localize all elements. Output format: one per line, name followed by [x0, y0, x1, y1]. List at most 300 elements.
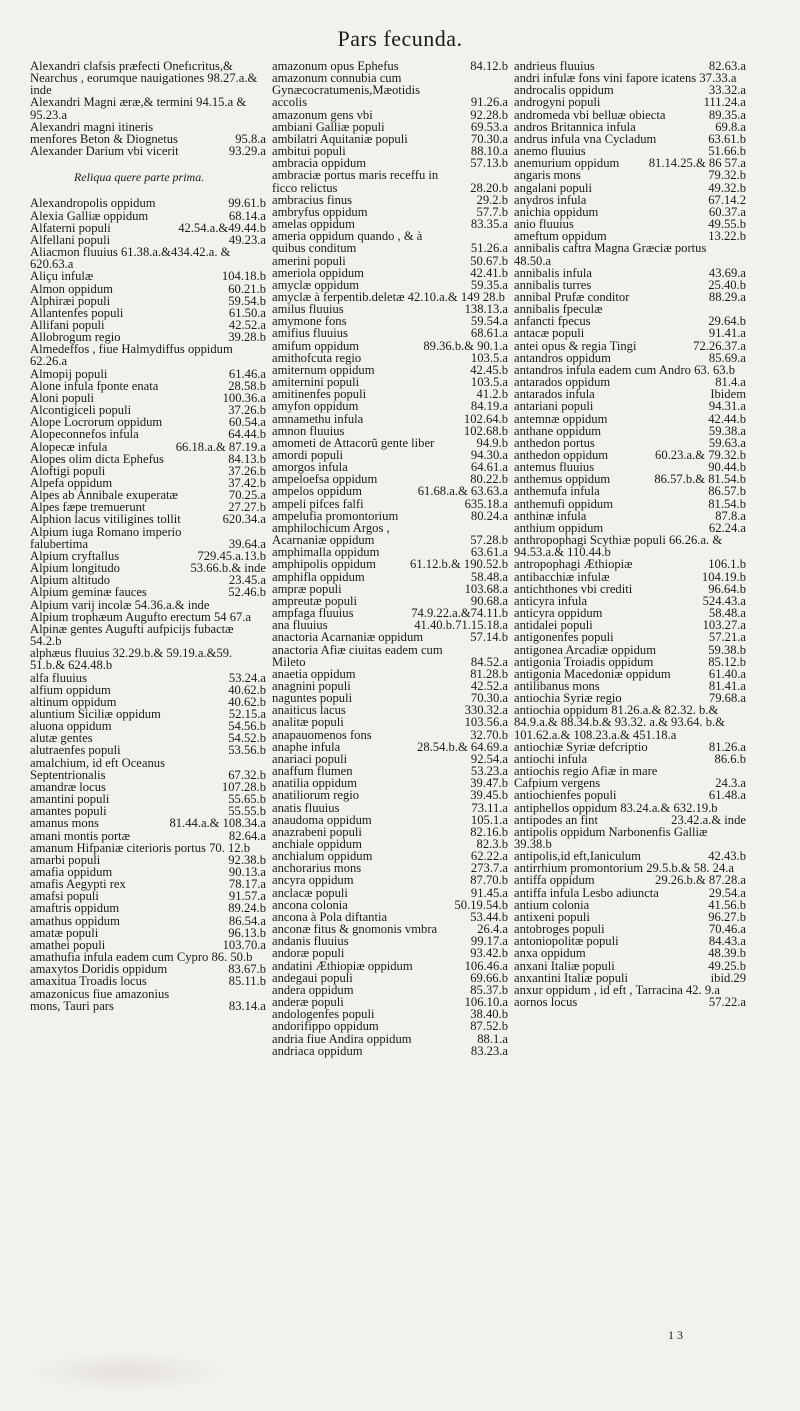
entry-term: Alexander Darium vbi vicerit	[30, 144, 179, 159]
index-entry	[30, 526, 266, 550]
entry-term: antandros oppidum	[514, 350, 611, 365]
index-entry	[514, 182, 746, 194]
entry-reference: 88.29.a	[708, 289, 746, 304]
entry-reference: 83.14.a	[228, 998, 266, 1013]
index-entry	[272, 400, 508, 412]
entry-reference: 29.64.b	[708, 314, 746, 329]
index-entry	[30, 684, 266, 696]
entry-term: antiochis regio Afiæ in mare Cafpium vergens	[514, 764, 658, 791]
entry-term: amafia oppidum	[30, 865, 113, 879]
entry-term: antiochi infula	[514, 751, 588, 766]
index-entry	[514, 400, 746, 412]
entry-term: anydros infula	[514, 192, 587, 207]
entry-term: anchiale oppidum	[272, 837, 362, 851]
index-entry	[272, 960, 508, 972]
entry-term: ampeloefsa oppidum	[272, 472, 378, 487]
entry-term: Aliçu infulæ	[30, 269, 94, 284]
entry-term: Alpium varij incolæ 54.36.a.& inde	[30, 597, 210, 612]
entry-reference: 635.18.a	[464, 496, 508, 511]
entry-term: anclacæ populi	[272, 885, 348, 900]
entry-reference: 70.46.a	[708, 922, 746, 937]
entry-reference: 84.13.b	[228, 451, 266, 466]
index-entry	[272, 72, 508, 108]
entry-reference: ibid.29	[710, 970, 746, 985]
index-entry	[514, 413, 746, 425]
entry-reference: 524.43.a	[702, 593, 746, 608]
entry-reference: 104.18.b	[221, 269, 266, 284]
entry-reference: 85.12.b	[708, 654, 746, 669]
entry-term: amometi de Attacorũ gente liber	[272, 435, 435, 450]
entry-reference: 39.64.a	[228, 536, 266, 551]
entry-term: antobroges populi	[514, 922, 605, 937]
entry-reference: 106.10.a	[464, 995, 508, 1010]
entry-reference: 42.44.b	[708, 411, 746, 426]
entry-term: anaffum flumen	[272, 764, 353, 779]
entry-reference: 104.19.b	[701, 569, 746, 584]
entry-reference: 42.52.a	[228, 317, 266, 332]
index-entry	[30, 441, 266, 453]
entry-reference: 91.57.a	[228, 889, 266, 904]
entry-reference: 81.4.a	[715, 375, 746, 390]
entry-term: antirrhium promontorium 29.5.b.& 58. 24.a	[514, 861, 735, 876]
entry-reference: 69.8.a	[715, 119, 746, 134]
entry-reference: 83.23.a	[470, 1043, 508, 1058]
index-entry	[272, 644, 508, 668]
entry-term: anthemufa infula	[514, 484, 600, 499]
entry-term: analitæ populi	[272, 715, 344, 730]
entry-term: anemo fluuius	[514, 144, 586, 159]
entry-reference: 53.23.a	[470, 764, 508, 779]
entry-reference: 57.22.a	[708, 995, 746, 1010]
entry-reference: 62.22.a	[470, 849, 508, 864]
entry-reference: 83.35.a	[470, 217, 508, 232]
entry-term: antemus fluuius	[514, 460, 595, 475]
index-entry	[272, 874, 508, 886]
index-entry	[272, 631, 508, 643]
index-entry	[514, 109, 746, 121]
index-entry	[30, 283, 266, 295]
entry-term: anaetia oppidum	[272, 666, 356, 681]
entry-reference: 49.23.a	[228, 232, 266, 247]
entry-term: andrus infula vna Cycladum	[514, 131, 657, 146]
entry-reference: 63.61.b	[708, 131, 746, 146]
entry-term: Alexandri clafsis præfecti Onefıcritus,& Nearchus , eorumque nauigationes 98.27.a.& inde	[30, 59, 258, 98]
entry-term: Alpium trophæum Augufto erectum 54 67.a	[30, 609, 252, 624]
entry-reference: 58.48.a	[470, 569, 508, 584]
entry-term: Almon oppidum	[30, 281, 113, 296]
entry-term: andros Britannica infula	[514, 119, 636, 134]
entry-reference: 60.23.a.& 79.32.b	[655, 448, 746, 462]
entry-term: amazonum opus Ephefus	[272, 59, 399, 73]
entry-term: anactoria Acarnaniæ oppidum	[272, 630, 424, 645]
entry-reference: 103.5.a	[470, 375, 508, 390]
entry-reference: 61.48.a	[708, 788, 746, 803]
entry-term: amilus fluuius	[272, 302, 344, 317]
entry-term: Alopes olim dicta Ephefus	[30, 451, 164, 466]
entry-term: ancyra oppidum	[272, 873, 354, 888]
index-entry	[272, 340, 508, 352]
entry-term: amphipolis oppidum	[272, 557, 376, 572]
entry-term: ancona à Pola diftantia	[272, 909, 388, 924]
entry-term: amathufia infula eadem cum Cypro 86. 50.b	[30, 950, 253, 965]
index-entry	[514, 960, 746, 972]
entry-reference: 87.52.b	[470, 1019, 508, 1034]
index-entry	[514, 802, 746, 814]
entry-term: aluntium Siciliæ oppidum	[30, 706, 161, 721]
entry-reference: 64.61.a	[470, 460, 508, 475]
entry-term: amithofcuta regio	[272, 350, 362, 365]
entry-reference: 13.22.b	[708, 229, 746, 244]
entry-term: antidalei populi	[514, 618, 593, 633]
entry-term: aluona oppidum	[30, 719, 112, 734]
entry-term: amphimalla oppidum	[272, 545, 380, 560]
entry-reference: 103.5.a	[470, 350, 508, 365]
entry-term: andegaui populi	[272, 970, 353, 985]
index-entry	[30, 428, 266, 440]
entry-reference: 54.56.b	[228, 719, 266, 734]
entry-term: anazrabeni populi	[272, 824, 362, 839]
entry-term: anthane oppidum	[514, 423, 602, 438]
entry-reference: 91.45.a	[470, 885, 508, 900]
entry-term: Alexandropolis oppidum	[30, 196, 156, 211]
entry-reference: 82.3.b	[476, 837, 508, 851]
index-entry	[514, 242, 746, 266]
entry-reference: 28.58.b	[228, 378, 266, 393]
entry-reference: 89.24.b	[228, 901, 266, 916]
entry-term: anio fluuius	[514, 217, 574, 232]
entry-term: andromeda vbi belluæ obiecta	[514, 107, 666, 122]
index-entry	[272, 558, 508, 570]
entry-term: andrieus fluuius	[514, 59, 595, 73]
paper-stain	[26, 1352, 226, 1392]
entry-reference: 57.21.a	[708, 630, 746, 645]
entry-term: amani montis portæ	[30, 828, 131, 843]
entry-term: Alpium iuga Romano imperio falubertima	[30, 524, 182, 551]
entry-term: altinum oppidum	[30, 694, 117, 709]
entry-reference: 40.62.b	[228, 694, 266, 709]
entry-reference: 81.54.b	[708, 496, 746, 511]
entry-reference: 102.64.b	[463, 411, 508, 426]
entry-term: alutraenfes populi	[30, 743, 121, 758]
entry-reference: 85.37.b	[470, 982, 508, 997]
index-entry	[514, 656, 746, 668]
index-entry	[30, 121, 266, 145]
entry-reference: 49.55.b	[708, 217, 746, 232]
entry-reference: 106.1.b	[708, 557, 746, 572]
index-entry	[514, 765, 746, 789]
entry-reference: 37.26.b	[228, 463, 266, 478]
entry-term: naguntes populi	[272, 691, 353, 706]
entry-reference: 96.27.b	[708, 909, 746, 924]
entry-reference: 33.32.a	[708, 83, 746, 98]
entry-term: amaxytos Doridis oppidum	[30, 962, 168, 977]
index-entry	[514, 789, 746, 801]
entry-reference: 94.9.b	[476, 435, 508, 450]
index-entry	[272, 1045, 508, 1057]
entry-term: anichia oppidum	[514, 204, 599, 219]
entry-reference: 99.17.a	[470, 934, 508, 949]
entry-reference: 27.27.b	[228, 500, 266, 515]
entry-reference: 53.56.b	[228, 743, 266, 758]
entry-reference: 68.14.a	[228, 208, 266, 223]
entry-term: antigonia Troiadis oppidum	[514, 654, 654, 669]
entry-term: ampelos oppidum	[272, 484, 362, 499]
index-entry	[272, 498, 508, 510]
entry-term: Alpium altitudo	[30, 573, 111, 588]
entry-term: Almopij populi	[30, 366, 108, 381]
index-entry	[514, 96, 746, 108]
index-entry	[514, 169, 746, 181]
entry-reference: 42.52.a	[470, 678, 508, 693]
entry-term: antarados oppidum	[514, 375, 611, 390]
entry-reference: 23.42.a.& inde	[671, 812, 746, 827]
entry-term: angaris mons	[514, 168, 581, 183]
entry-term: anagnini populi	[272, 678, 351, 693]
entry-term: anatiliorum regio	[272, 788, 360, 803]
entry-term: antandros infula eadem cum Andro 63. 63.b	[514, 362, 736, 377]
entry-reference: 100.36.a	[222, 390, 266, 405]
entry-term: amymone fons	[272, 314, 347, 329]
entry-term: antacæ populi	[514, 326, 585, 341]
entry-reference: 83.67.b	[228, 962, 266, 977]
entry-term: anconæ fitus & gnomonis vmbra	[272, 922, 438, 937]
entry-reference: 95.8.a	[235, 131, 266, 146]
entry-reference: 84.19.a	[470, 399, 508, 414]
entry-reference: 57.13.b	[470, 156, 508, 171]
entry-term: Almedeffos , fiue Halmydiffus oppidum 62.26.a	[30, 342, 233, 369]
entry-reference: 106.46.a	[464, 958, 508, 973]
entry-reference: 86.6.b	[714, 751, 746, 766]
entry-reference: 72.26.37.a	[693, 338, 746, 353]
entry-reference: 58.48.a	[708, 606, 746, 621]
entry-reference: 68.61.a	[470, 326, 508, 341]
entry-term: ampræ populi	[272, 581, 342, 596]
entry-term: Aloftigi populi	[30, 463, 106, 478]
entry-term: anticyra oppidum	[514, 606, 603, 621]
entry-term: anatis fluuius	[272, 800, 340, 815]
entry-reference: 93.29.a	[228, 144, 266, 159]
entry-term: antipodes an fint	[514, 812, 598, 827]
index-entry	[30, 744, 266, 756]
entry-reference: 80.22.b	[470, 472, 508, 487]
entry-term: ambiani Galliæ populi	[272, 119, 385, 134]
entry-reference: 105.1.a	[470, 812, 508, 827]
entry-term: ampelufia promontorium	[272, 508, 399, 523]
entry-term: annibalis fpeculæ	[514, 302, 603, 317]
entry-reference: 111.24.a	[703, 95, 746, 110]
entry-reference: 92.54.a	[470, 751, 508, 766]
entry-term: ampeli pifces falfi	[272, 496, 364, 511]
entry-reference: 96.13.b	[228, 925, 266, 940]
entry-term: amantes populi	[30, 804, 107, 819]
page-number: 1 3	[668, 1328, 683, 1342]
entry-term: anthemus oppidum	[514, 472, 611, 487]
entry-term: Alope Locrorum oppidum	[30, 415, 163, 430]
entry-reference: 81.41.a	[708, 678, 746, 693]
entry-term: amanum Hifpaniæ citerioris portus 70. 12.b	[30, 840, 251, 855]
index-entry	[272, 947, 508, 959]
entry-reference: 80.24.a	[470, 508, 508, 523]
entry-term: andatini Æthiopiæ oppidum	[272, 958, 413, 973]
entry-term: angalani populi	[514, 180, 592, 195]
entry-reference: 59.63.a	[708, 435, 746, 450]
entry-reference: 59.38.a	[708, 423, 746, 438]
entry-reference: 102.68.b	[463, 423, 508, 438]
entry-reference: 73.11.a	[471, 800, 508, 815]
entry-term: amyclæ oppidum	[272, 277, 360, 292]
entry-term: annibal Prufæ conditor	[514, 289, 630, 304]
entry-reference: 62.24.a	[708, 520, 746, 535]
index-entry	[272, 522, 508, 546]
entry-reference: 59.54.b	[228, 293, 266, 308]
entry-term: amphilochicum Argos , Acarnaniæ oppidum	[272, 520, 390, 548]
entry-reference: 60.37.a	[708, 204, 746, 219]
entry-term: amazonum connubia cum Gynæcocratumenis,Mæotidis accolis	[272, 71, 420, 110]
entry-term: ampfaga fluuius	[272, 606, 354, 621]
entry-reference: 729.45.a.13.b	[197, 548, 266, 563]
entry-term: ambracius finus	[272, 192, 353, 207]
entry-term: anchialum oppidum	[272, 849, 373, 864]
entry-term: andorifippo oppidum	[272, 1019, 379, 1034]
index-entry	[514, 340, 746, 352]
entry-term: amanus mons	[30, 816, 99, 831]
entry-term: amnamethu infula	[272, 411, 364, 426]
entry-reference: 90.13.a	[228, 865, 266, 879]
entry-term: antixeni populi	[514, 909, 590, 924]
entry-reference: 330.32.a	[464, 703, 508, 718]
entry-term: antilibanus mons	[514, 678, 600, 693]
entry-term: amorgos infula	[272, 460, 348, 475]
entry-reference: 39.45.b	[470, 788, 508, 803]
entry-term: antichthones vbi crediti	[514, 581, 633, 596]
entry-reference: 91.26.a	[470, 95, 508, 110]
entry-reference: 96.64.b	[708, 581, 746, 596]
entry-term: Alfellani populi	[30, 232, 111, 247]
entry-reference: 67.32.b	[228, 767, 266, 782]
entry-reference: 25.40.b	[708, 277, 746, 292]
entry-term: anthemufi oppidum	[514, 496, 613, 511]
entry-reference: 85.11.b	[228, 974, 266, 989]
entry-term: antigonenfes populi	[514, 630, 614, 645]
entry-reference: 41.2.b	[476, 387, 508, 402]
entry-term: antiffa oppidum	[514, 873, 595, 888]
entry-reference: 39.28.b	[228, 330, 266, 345]
index-entry	[272, 230, 508, 254]
entry-reference: 32.70.b	[470, 727, 508, 742]
entry-term: antipolis,id eft,Ianiculum	[514, 849, 641, 864]
index-entry	[30, 672, 266, 684]
index-entry	[514, 534, 746, 558]
index-entry	[30, 830, 266, 842]
entry-reference: 37.42.b	[228, 476, 266, 490]
entry-term: amazonum gens vbi	[272, 107, 373, 122]
entry-term: amafsi populi	[30, 889, 99, 904]
entry-term: antiochia Syriæ regio	[514, 691, 622, 706]
entry-reference: 67.14.2	[708, 192, 746, 207]
entry-term: ambracia oppidum	[272, 156, 367, 171]
entry-reference: 57.14.b	[470, 630, 508, 645]
entry-term: antiffa infula Lesbo adiuncta	[514, 885, 659, 900]
index-entry	[30, 599, 266, 611]
entry-term: Alpinæ gentes Augufti aufpicijs fubactæ 54.2.b	[30, 621, 234, 649]
entry-term: Alexandri Magni æræ,& termini 94.15.a & 95.23.a	[30, 95, 247, 122]
entry-term: anxantini Italiæ populi	[514, 970, 629, 985]
entry-reference: 78.17.a	[228, 877, 266, 892]
section-note: Reliqua quere parte prima.	[74, 170, 205, 185]
entry-term: antipolis oppidum Narbonenfis Galliæ 39.38.b	[514, 824, 708, 851]
entry-reference: 103.68.a	[464, 581, 508, 596]
entry-term: antropophagi Æthiopiæ	[514, 557, 633, 572]
entry-term: amatæ populi	[30, 925, 99, 940]
entry-term: amnon fluuius	[272, 423, 345, 438]
entry-term: Alone infula fponte enata	[30, 378, 159, 393]
entry-reference: 103.70.a	[222, 937, 266, 952]
entry-term: anxur oppidum , id eft , Tarracina 42. 9.a	[514, 982, 720, 997]
index-entry	[30, 975, 266, 987]
entry-term: Alopecæ infula	[30, 439, 108, 454]
entry-reference: 64.44.b	[228, 427, 266, 442]
entry-term: aornos locus	[514, 995, 578, 1010]
entry-term: ambitui populi	[272, 144, 346, 159]
entry-term: alutæ gentes	[30, 731, 93, 746]
spacer	[30, 183, 266, 197]
entry-term: anxa oppidum	[514, 946, 586, 961]
entry-term: Alexia Galliæ oppidum	[30, 208, 149, 223]
index-entry	[514, 644, 746, 656]
index-entry	[30, 96, 266, 120]
index-entry	[272, 109, 508, 121]
index-entry	[514, 485, 746, 497]
entry-term: anactoria Afiæ ciuitas eadem cum Mileto	[272, 642, 443, 669]
index-entry	[30, 647, 266, 671]
index-entry	[30, 197, 266, 209]
entry-reference: 42.54.a.&49.44.b	[178, 220, 266, 235]
entry-reference: 53.44.b	[470, 909, 508, 924]
entry-reference: 51.66.b	[708, 144, 746, 159]
index-entry	[514, 631, 746, 643]
entry-term: amandræ locus	[30, 779, 106, 794]
entry-reference: 55.65.b	[228, 792, 266, 807]
entry-term: amafis Aegypti rex	[30, 877, 126, 892]
entry-reference: 40.62.b	[228, 682, 266, 697]
entry-term: Alcontigiceli populi	[30, 403, 132, 418]
entry-reference: 61.12.b.& 190.52.b	[410, 557, 508, 572]
index-entry	[272, 729, 508, 741]
index-entry	[30, 368, 266, 380]
entry-reference: 74.9.22.a.&74.11.b	[411, 606, 508, 621]
entry-reference: 59.54.a	[470, 314, 508, 329]
entry-reference: 38.40.b	[470, 1007, 508, 1022]
entry-reference: 26.4.a	[477, 922, 508, 937]
entry-term: Alexandri magni itineris menfores Beton & Diognetus	[30, 119, 178, 146]
entry-reference: 49.25.b	[708, 958, 746, 973]
entry-term: anchorarius mons	[272, 861, 362, 876]
entry-reference: 81.14.25.& 86 57.a	[648, 156, 746, 171]
index-entry	[30, 513, 266, 525]
index-entry	[30, 586, 266, 598]
entry-term: alfa fluuius	[30, 670, 88, 685]
entry-term: ancona colonia	[272, 897, 348, 912]
index-entry	[272, 789, 508, 801]
entry-reference: 57.28.b	[470, 533, 508, 548]
entry-term: Alpefa oppidum	[30, 476, 113, 490]
entry-term: anthropophagi Scythiæ populi 66.26.a. & 94.53.a.& 110.44.b	[514, 533, 723, 560]
entry-term: anemurium oppidum	[514, 156, 620, 171]
index-entry	[514, 571, 746, 583]
entry-term: anthedon portus	[514, 435, 595, 450]
entry-term: amathus oppidum	[30, 913, 120, 928]
entry-term: antoniopolitæ populi	[514, 934, 619, 949]
